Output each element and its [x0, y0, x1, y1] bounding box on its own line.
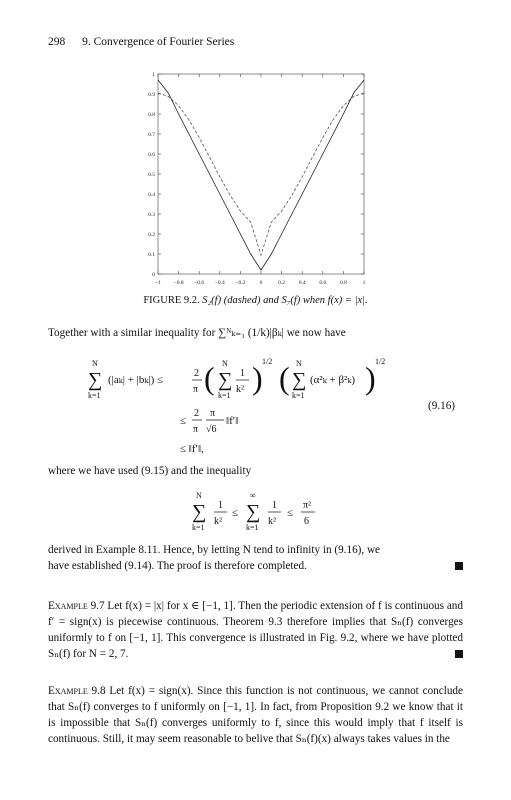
caption-text: S₂(f) (dashed) and S₇(f) when f(x) = |x|. [202, 295, 368, 306]
svg-text:(α²ₖ + β²ₖ): (α²ₖ + β²ₖ) [310, 374, 356, 386]
svg-text:k=1: k=1 [88, 391, 101, 400]
svg-text:1: 1 [240, 368, 245, 379]
svg-text:1: 1 [272, 500, 277, 511]
svg-text:6: 6 [304, 516, 309, 527]
example-body: Let f(x) = |x| for x ∈ [−1, 1]. Then the periodic extension of f is continuous and f′ = sign(x) is piecewise continuous. Theorem 9.3 therefore implies that Sₙ(f) converges uniformly to f on [−1, 1]. This convergence is illustrated in Fig. 9.2, where we have plotted Sₙ(f) for N = 2, 7. [48, 600, 463, 660]
svg-text:∑: ∑ [218, 369, 233, 391]
svg-text:1/2: 1/2 [262, 357, 273, 366]
chapter-title: 9. Convergence of Fourier Series [82, 36, 235, 48]
qed-square-icon [455, 650, 463, 658]
svg-text:(: ( [204, 360, 215, 396]
example-label: Example 9.7 [48, 600, 105, 612]
svg-text:π²: π² [303, 500, 312, 511]
svg-text:π: π [193, 384, 199, 395]
y-tick-label: 0.9 [148, 92, 155, 98]
y-tick-label: 0.6 [148, 152, 155, 158]
svg-text:N: N [296, 359, 302, 368]
y-tick-label: 0.1 [148, 252, 155, 258]
x-tick-label: 0.6 [319, 280, 327, 286]
x-tick-label: −0.6 [194, 280, 205, 286]
svg-text:∞: ∞ [250, 491, 256, 500]
y-tick-label: 1 [152, 72, 155, 78]
svg-text:k=1: k=1 [292, 391, 305, 400]
svg-text:1: 1 [218, 500, 223, 511]
svg-text:N: N [92, 359, 98, 368]
svg-text:): ) [365, 360, 376, 396]
svg-text:1/2: 1/2 [375, 357, 386, 366]
svg-text:‖f′‖: ‖f′‖ [226, 415, 239, 427]
svg-text:≤: ≤ [180, 415, 187, 427]
x-tick-label: −0.8 [173, 280, 184, 286]
svg-text:2: 2 [194, 368, 199, 379]
plot-axes [148, 72, 366, 286]
y-tick-label: 0.3 [148, 212, 155, 218]
y-tick-label: 0.7 [148, 132, 155, 138]
svg-text:∑: ∑ [192, 501, 207, 523]
y-tick-label: 0.4 [148, 192, 155, 198]
caption-label: FIGURE 9.2. [143, 295, 200, 306]
svg-text:(|aₖ| + |bₖ|) ≤: (|aₖ| + |bₖ|) ≤ [108, 374, 164, 386]
svg-text:∑: ∑ [292, 369, 307, 391]
svg-text:≤ ‖f′‖,: ≤ ‖f′‖, [180, 443, 204, 455]
svg-text:2: 2 [194, 408, 199, 419]
y-tick-label: 0 [152, 272, 155, 278]
plot-series [158, 80, 364, 270]
svg-text:π: π [210, 408, 216, 419]
running-header [48, 36, 234, 48]
equation-zeta-bound [0, 486, 511, 534]
qed-square-icon [455, 562, 463, 570]
y-tick-label: 0.5 [148, 172, 155, 178]
svg-text:≤: ≤ [287, 507, 294, 519]
example-label: Example 9.8 [48, 685, 106, 697]
figure-caption [0, 295, 511, 306]
conclusion-line-2: have established (9.14). The proof is therefore completed. [48, 560, 307, 572]
svg-text:k=1: k=1 [192, 523, 205, 532]
x-tick-label: 1 [362, 280, 366, 286]
x-tick-label: 0 [259, 280, 263, 286]
x-tick-label: −0.4 [214, 280, 225, 286]
example-body: Let f(x) = sign(x). Since this function is not continuous, we cannot conclude that Sₙ(f) converges to f uniformly on [−1, 1]. In fact, from Proposition 9.2 we know that it is impossible that Sₙ(f) converges uniformly to f, since this would imply that f itself is continuous. Still, it may seem reasonable to belive that Sₙ(f)(x) always takes values in the [48, 685, 463, 745]
x-tick-label: 0.4 [298, 280, 306, 286]
svg-text:∑: ∑ [88, 369, 103, 391]
svg-text:≤: ≤ [232, 507, 239, 519]
y-tick-label: 0.2 [148, 232, 155, 238]
paragraph-intro: Together with a similar inequality for ∑ᴺₖ₌₁ (1/k)|βₖ| we now have [48, 327, 346, 339]
svg-text:π: π [193, 424, 199, 435]
x-tick-label: −0.2 [235, 280, 246, 286]
series-s7-solid-line [158, 80, 364, 270]
svg-text:N: N [222, 359, 228, 368]
x-tick-label: 0.2 [278, 280, 286, 286]
equation-number: (9.16) [428, 400, 456, 412]
example-9-7 [48, 598, 463, 662]
svg-text:k²: k² [236, 384, 244, 395]
figure-9-2-plot [60, 70, 380, 290]
conclusion-line-1: derived in Example 8.11. Hence, by letting N tend to infinity in (9.16), we [48, 544, 381, 556]
svg-text:k=1: k=1 [218, 391, 231, 400]
x-tick-label: 0.8 [339, 280, 347, 286]
svg-text:∑: ∑ [246, 501, 261, 523]
svg-text:(: ( [279, 360, 290, 396]
x-tick-label: −1 [155, 280, 161, 286]
series-s2-dashed-line [158, 93, 364, 255]
page-number: 298 [48, 36, 66, 48]
svg-text:k²: k² [268, 516, 276, 527]
plot-frame [158, 74, 364, 274]
svg-text:N: N [196, 491, 202, 500]
paragraph-inequality-intro: where we have used (9.15) and the inequality [48, 465, 252, 477]
svg-text:√6: √6 [206, 424, 217, 435]
example-9-8 [48, 683, 463, 747]
svg-text:k²: k² [214, 516, 222, 527]
svg-text:k=1: k=1 [246, 523, 259, 532]
svg-text:): ) [252, 360, 263, 396]
paragraph-conclusion [48, 542, 463, 574]
y-tick-label: 0.8 [148, 112, 155, 118]
